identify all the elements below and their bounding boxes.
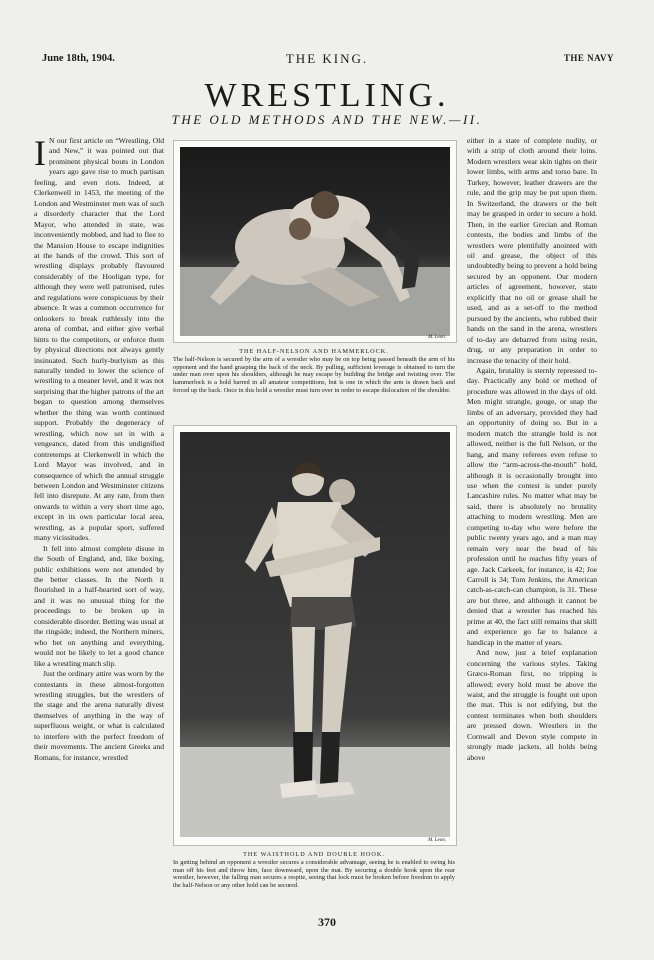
text-column-right [467,136,597,763]
paragraph: Again, brutality is sternly repressed to-day. Practically any hold or method of procedure was allowed in the days of old. Men might strangle, gouge, or snap the limbs of an adversary, provided they had an opportunity of doing so. But in a modern match the strangle hold is not allowed, neither is the full Nelson, or the hang, and many referees even refuse to allow the “arm-across-the-mouth” hold, although it is occasionally brought into use when the contest is under purely Lancashire rules. No matter what may be said, there is absolutely no brutality attaching to modern wrestling. Men are competing to-day who were before the public twenty years ago, and a man may remain very near the head of his profession until he reaches fifty years of age. Jack Carkeek, for instance, is 42; Joe Carroll is 34; Tom Jenkins, the American catch-as-catch-can champion, is 31. These are but three, and although it cannot be denied that a wrestler has reached his prime at 40, the fact still remains that skill and experience go far to balance a handicap in the matter of years. [467,365,597,647]
photo-waisthold [173,425,457,846]
caption-title: THE HALF-NELSON AND HAMMERLOCK. [239,348,389,355]
paragraph: either in a state of complete nudity, or with a strip of cloth around their loins. Modern wrestlers wear skin tights on their lower limbs, with arms and torso bare. In Turkey, however, leather drawers are the rule, and the grip may be put upon them. In Switzerland, the drawers or the belt may be grasped in order to secure a hold. Then, in the earlier Grecian and Roman contests, the bodies and limbs of the wrestlers were plentifully anointed with oil and grease, the object of this undoubtedly being to prevent a hold being secured by an opponent. Our modern articles of agreement, however, state explicitly that no oil or grease shall be used, and as a set-off to the method pursued by the ancients, who rubbed their hands on the sand in the arena, wrestlers of to-day are debarred from using resin, drug, or any preparation in order to increase the tenacity of their hold. [467,136,597,365]
caption-title: THE WAISTHOLD AND DOUBLE HOOK. [243,851,385,858]
paragraph: And now, just a brief explanation concerning the various styles. Taking Græco-Roman first, no tripping is allowed; every hold must be above the waist, and the struggle is fought out upon the mat. This is not edifying, but the contest terminates when both shoulders are pressed down. Wrestlers in the Cornwall and Devon style compete in strongly made jackets, all holds being above [467,648,597,762]
issue-date: June 18th, 1904. [42,53,115,64]
wrestlers-floor-illustration [180,147,450,336]
paragraph: I N our first article on “Wrestling, Old and New,” it was pointed out that prominent physical bouts in London years ago gave rise to much partisan feeling, and even riots. Indeed, at Clerkenwell in 1453, the meeting of the London and Westminster men was of such a disorderly character that the Lord Mayor, who attended in state, was inconveniently mobbed, and had to flee to the Mansion House to escape indignities at the hands of the crowd. This sort of wrestling displays probably flavoured considerably of the Hooligan type, for although they were well patronised, rules and regulations were conspicuous by their absence. It was a common occurrence for onlookers to break ruthlessly into the arena of combat, and either give verbal hints to the competitors, or enforce them by physical directions not always gently insinuated. Such hurly-burlyism as this naturally tended to lower the science of wrestling to a meaner level, and it was not surprising that the higher patrons of the art began to question among themselves whether the thing was worth continued support. Probably the degeneracy of wrestling, which now set in with a vengeance, dated from this undignified contretemps at Clerkenwell in which the Lord Mayor was involved, and in consequence of which the annual struggle between London and Westminster citizens fell into disrepute. At any rate, from then onwards to within a very short time ago, except in its own particular local area, wrestling, as a popular sport, suffered many vicissitudes. [34,133,164,543]
paragraph: Just the ordinary attire was worn by the contestants in these almost-forgotten wrestling struggles, but the wrestlers of the stage and the arena naturally divest themselves of anything in the way of superfluous weight, or what is calculated to interfere with the perfect freedom of their movements. The ancient Greeks and Romans, for instance, wrestled [34,669,164,762]
section-name: THE NAVY [563,53,614,63]
publication-name: THE KING. [285,51,369,66]
paragraph: It fell into almost complete disuse in the South of England, and, like boxing, public exhibitions were not attended by the better classes. In the North it flourished in a half-hearted sort of way, and it was no unusual thing for the proceedings to be broken up in considerable disorder. Betting was usual at the ringside; indeed, the Northern miners, who bet on anything and everything, would not be likely to let a good chance like a wrestling match slip. [34,543,164,668]
text-column-left [34,133,164,763]
article-subtitle: THE OLD METHODS AND THE NEW.—II. [171,112,483,127]
photo-credit: M. Leon. [428,838,446,843]
caption-text: In getting behind an opponent a wrestler secures a considerable advantage, seeing he is enabled to swing his man off his feet and throw him, face downward, upon the mat. By securing a double hook upon the rear wrestler, however, the falling man secures a respite, seeing that lock must be broken before freedom to apply the half-Nelson or any other hold can be secured. [173,859,455,890]
wrestlers-standing-illustration [180,432,450,837]
caption-text: The half-Nelson is secured by the arm of a wrestler who may be on top being passed beneath the arm of his opponent and the hand grasping the back of the neck. By pulling, sufficient leverage is obtained to turn the under man over upon his shoulders, although he may escape by building the bridge and twisting over. The hammerlock is a hold barred in all amateur competitions, but is one in which the arm is drawn back and forced up the back. Once in this hold a wrestler must turn over in order to escape dislocation of the shoulder. [173,356,455,394]
page-number: 370 [318,915,336,929]
article-title: WRESTLING. [204,77,450,114]
photo-credit: M. Leon. [428,335,446,340]
photo-half-nelson [173,140,457,343]
drop-cap: I [34,133,46,173]
